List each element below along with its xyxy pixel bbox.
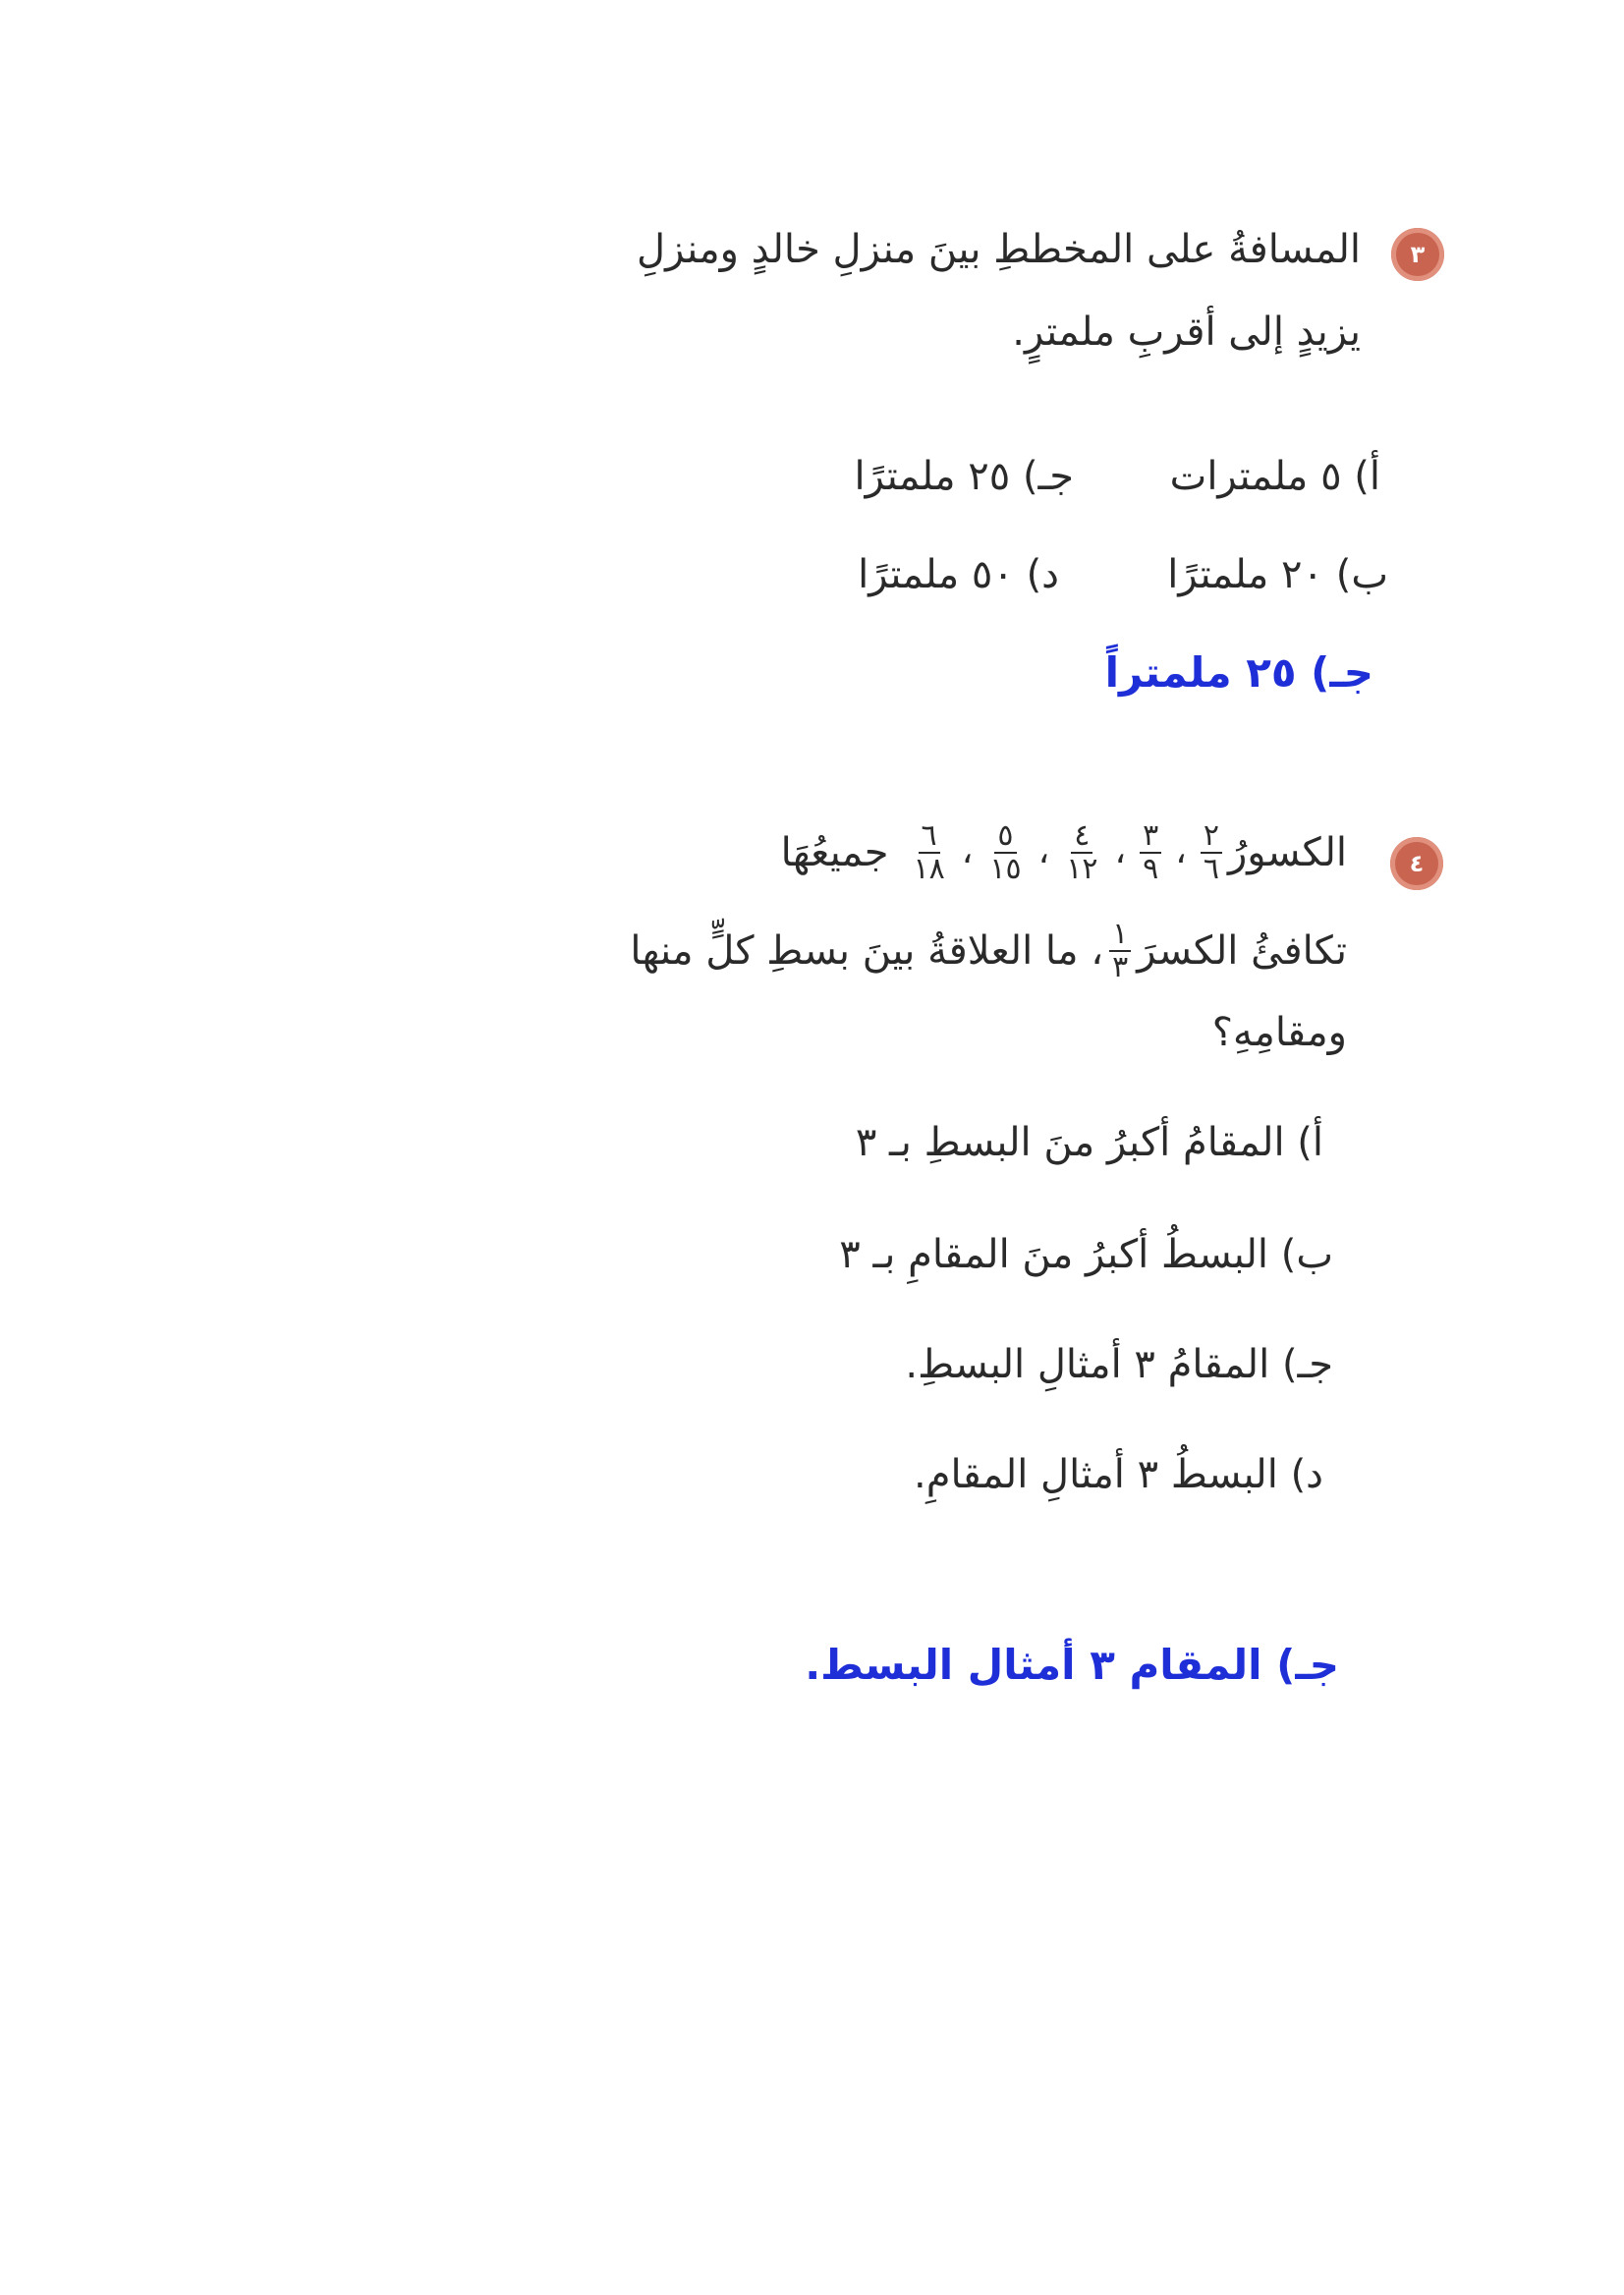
option-text: البسطُ أكبرُ منَ المقامِ بـ ٣: [839, 1232, 1269, 1277]
option-text: ٢٠ ملمترًا: [1167, 552, 1324, 597]
question-3-stem: [637, 224, 1361, 391]
stem-text: ، ما العلاقةُ بينَ بسطِ كلٍّ منها: [630, 927, 1104, 974]
question-4-option-b[interactable]: [839, 1232, 1333, 1277]
option-letter: جـ): [1022, 454, 1074, 499]
question-3-line-1: المسافةُ على المخططِ بينَ منزلِ خالدٍ ومنزلِ: [637, 227, 1361, 272]
question-3-option-c[interactable]: [854, 454, 1074, 499]
question-3-answer: جـ) ٢٥ ملمتراً: [1104, 648, 1373, 697]
option-letter: جـ): [1281, 1342, 1333, 1387]
question-4-option-a[interactable]: [856, 1120, 1323, 1165]
question-number-badge: [1391, 228, 1444, 281]
option-text: المقامُ ٣ أمثالِ البسطِ.: [905, 1342, 1270, 1387]
question-4-stem: [630, 818, 1347, 1076]
question-number-badge: [1390, 837, 1443, 890]
option-text: البسطُ ٣ أمثالِ المقامِ.: [914, 1452, 1278, 1497]
fraction-6-18: $\frac{٦}{١٨}$: [913, 818, 945, 886]
option-letter: د): [1026, 552, 1059, 597]
separator: ،: [961, 831, 974, 872]
question-4-line-1: [781, 820, 1347, 884]
question-4-option-c[interactable]: [905, 1342, 1333, 1387]
option-letter: أ): [1297, 1120, 1323, 1165]
stem-text: جميعُهَا: [780, 829, 889, 875]
fraction-4-12: $\frac{٤}{١٢}$: [1066, 818, 1098, 886]
option-text: المقامُ أكبرُ منَ البسطِ بـ ٣: [855, 1120, 1285, 1165]
question-3-option-d[interactable]: [858, 552, 1059, 597]
question-4-answer: جـ) المقام ٣ أمثال البسط.: [805, 1641, 1339, 1689]
option-text: ٢٥ ملمترًا: [854, 454, 1011, 499]
option-letter: أ): [1354, 454, 1380, 499]
separator: ،: [1175, 831, 1187, 872]
fraction-5-15: $\frac{٥}{١٥}$: [989, 818, 1022, 886]
question-3-line-2: يزيدٍ إلى أقربِ ملمترٍ.: [1012, 309, 1361, 355]
option-text: ٥ ملمترات: [1169, 454, 1342, 499]
fraction-2-6: $\frac{٢}{٦}$: [1201, 820, 1222, 884]
option-letter: د): [1290, 1452, 1323, 1497]
question-3-option-b[interactable]: [1167, 552, 1388, 597]
separator: ،: [1114, 831, 1127, 872]
option-letter: ب): [1335, 552, 1388, 597]
fraction-3-9: $\frac{٣}{٩}$: [1140, 820, 1161, 884]
question-3-option-a[interactable]: [1170, 454, 1380, 499]
question-4-line-2: [630, 919, 1347, 982]
question-number: ٤: [1409, 850, 1425, 877]
fraction-1-3: $\frac{١}{٣}$: [1109, 919, 1131, 982]
stem-text: تكافئُ الكسرَ: [1137, 927, 1347, 974]
question-number: ٣: [1410, 241, 1426, 268]
separator: ،: [1037, 831, 1050, 872]
question-4-option-d[interactable]: [914, 1452, 1323, 1497]
option-letter: ب): [1280, 1232, 1333, 1277]
option-text: ٥٠ ملمترًا: [858, 552, 1014, 597]
question-4-line-3: ومقامِهِ؟: [1211, 1010, 1347, 1055]
stem-text: الكسورُ: [1227, 829, 1347, 875]
